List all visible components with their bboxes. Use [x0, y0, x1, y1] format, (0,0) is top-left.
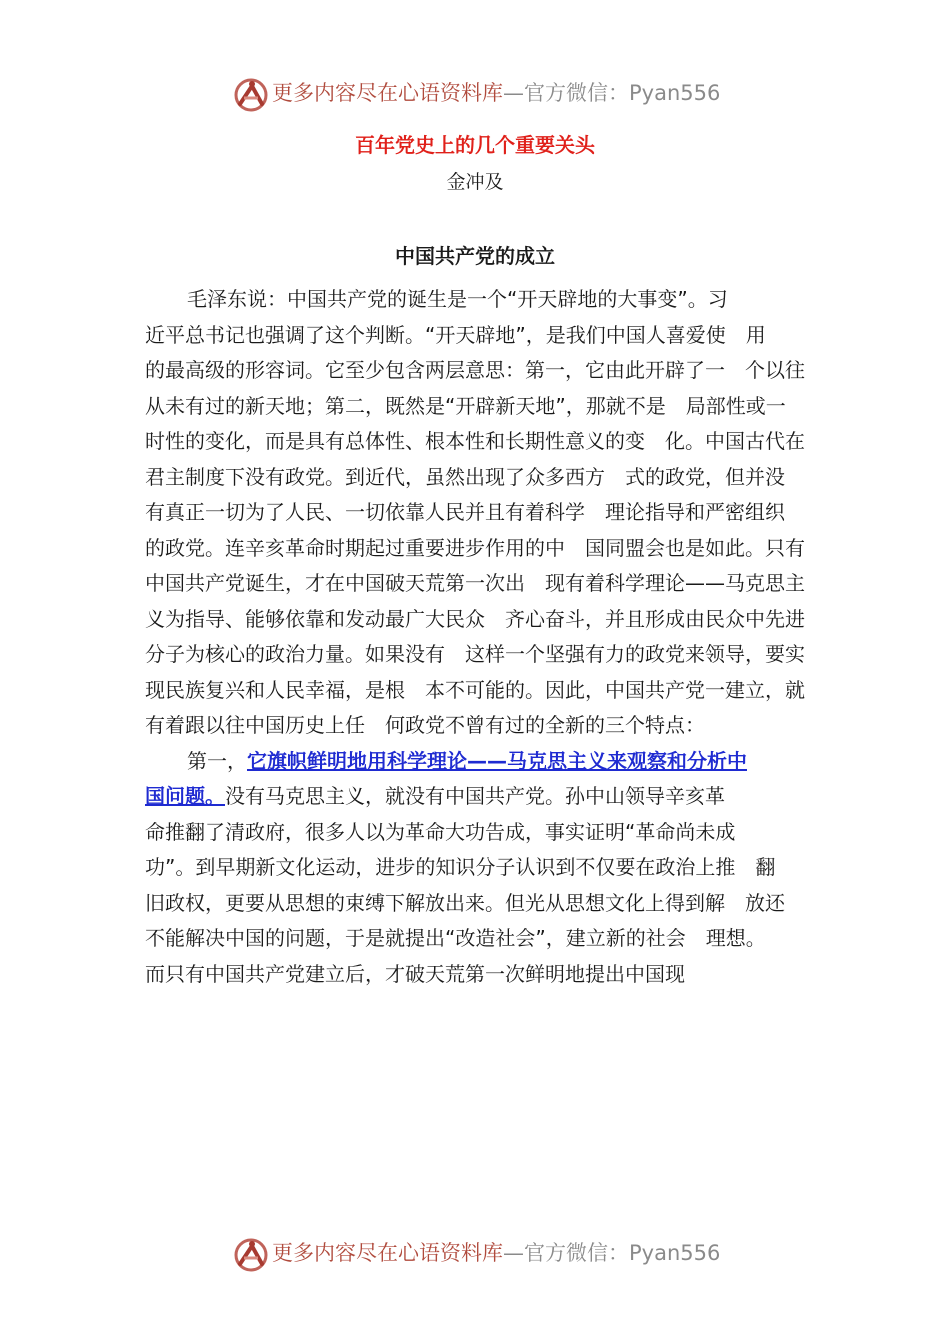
paragraph-line: 现民族复兴和人民幸福，是根 本不可能的。因此，中国共产党一建立，就	[145, 677, 805, 702]
paragraph-line: 毛泽东说：中国共产党的诞生是一个“开天辟地的大事变”。习	[187, 287, 728, 311]
paragraph-line: 有着跟以往中国历史上任 何政党不曾有过的全新的三个特点：	[145, 713, 705, 737]
paragraph-line: 义为指导、能够依靠和发动最广大民众 齐心奋斗，并且形成由民众中先进	[145, 606, 805, 631]
banner-text-red: 更多内容尽在心语资料库	[272, 81, 503, 105]
footer-banner	[0, 1232, 950, 1276]
paragraph-line: 分子为核心的政治力量。如果没有 这样一个坚强有力的政党来领导，要实	[145, 642, 805, 666]
paragraph-line: 中国共产党诞生，才在中国破天荒第一次出 现有着科学理论——马克思主	[145, 571, 805, 595]
ribbon-logo-icon	[232, 1234, 272, 1274]
paragraph-line: 的政党。连辛亥革命时期起过重要进步作用的中 国同盟会也是如此。只有	[145, 535, 805, 560]
paragraph-line: 不能解决中国的问题，于是就提出“改造社会”，建立新的社会 理想。	[145, 926, 766, 950]
banner-text	[272, 78, 720, 108]
banner-text	[272, 1238, 720, 1268]
paragraph-line: 而只有中国共产党建立后，才破天荒第一次鲜明地提出中国现	[145, 961, 685, 986]
document-title: 百年党史上的几个重要关头	[355, 133, 595, 157]
paragraph-text: 没有马克思主义，就没有中国共产党。孙中山领导辛亥革	[225, 784, 725, 808]
paragraph-line: 君主制度下没有政党。到近代，虽然出现了众多西方 式的政党，但并没	[145, 464, 785, 489]
highlighted-link-text[interactable]: 它旗帜鲜明地用科学理论——马克思主义来观察和分析中	[247, 748, 747, 773]
section-heading: 中国共产党的成立	[395, 244, 555, 268]
paragraph-lead: 第一，	[187, 748, 247, 773]
paragraph-line: 从未有过的新天地；第二，既然是“开辟新天地”，那就不是 局部性或一	[145, 393, 786, 418]
paragraph-line: 的最高级的形容词。它至少包含两层意思：第一，它由此开辟了一 个以往	[145, 358, 805, 382]
paragraph-line: 命推翻了清政府，很多人以为革命大功告成，事实证明“革命尚未成	[145, 819, 736, 844]
banner-text-gray: —官方微信：Pyan556	[503, 81, 721, 105]
banner-text-red: 更多内容尽在心语资料库	[272, 1241, 503, 1265]
highlighted-link-text[interactable]: 国问题。	[145, 784, 225, 808]
banner-text-gray: —官方微信：Pyan556	[503, 1241, 721, 1265]
paragraph-line: 旧政权，更要从思想的束缚下解放出来。但光从思想文化上得到解 放还	[145, 890, 785, 915]
document-body	[145, 282, 815, 992]
paragraph-line: 近平总书记也强调了这个判断。“开天辟地”，是我们中国人喜爱使 用	[145, 322, 766, 347]
paragraph-line	[145, 744, 815, 780]
paragraph-line: 功”。到早期新文化运动，进步的知识分子认识到不仅要在政治上推 翻	[145, 855, 776, 879]
author-name: 金冲及	[446, 171, 504, 193]
paragraph-line: 时性的变化，而是具有总体性、根本性和长期性意义的变 化。中国古代在	[145, 429, 805, 453]
paragraph-line: 有真正一切为了人民、一切依靠人民并且有着科学 理论指导和严密组织	[145, 500, 785, 524]
header-banner	[0, 72, 950, 116]
paragraph-line	[145, 779, 815, 815]
ribbon-logo-icon	[232, 74, 272, 114]
